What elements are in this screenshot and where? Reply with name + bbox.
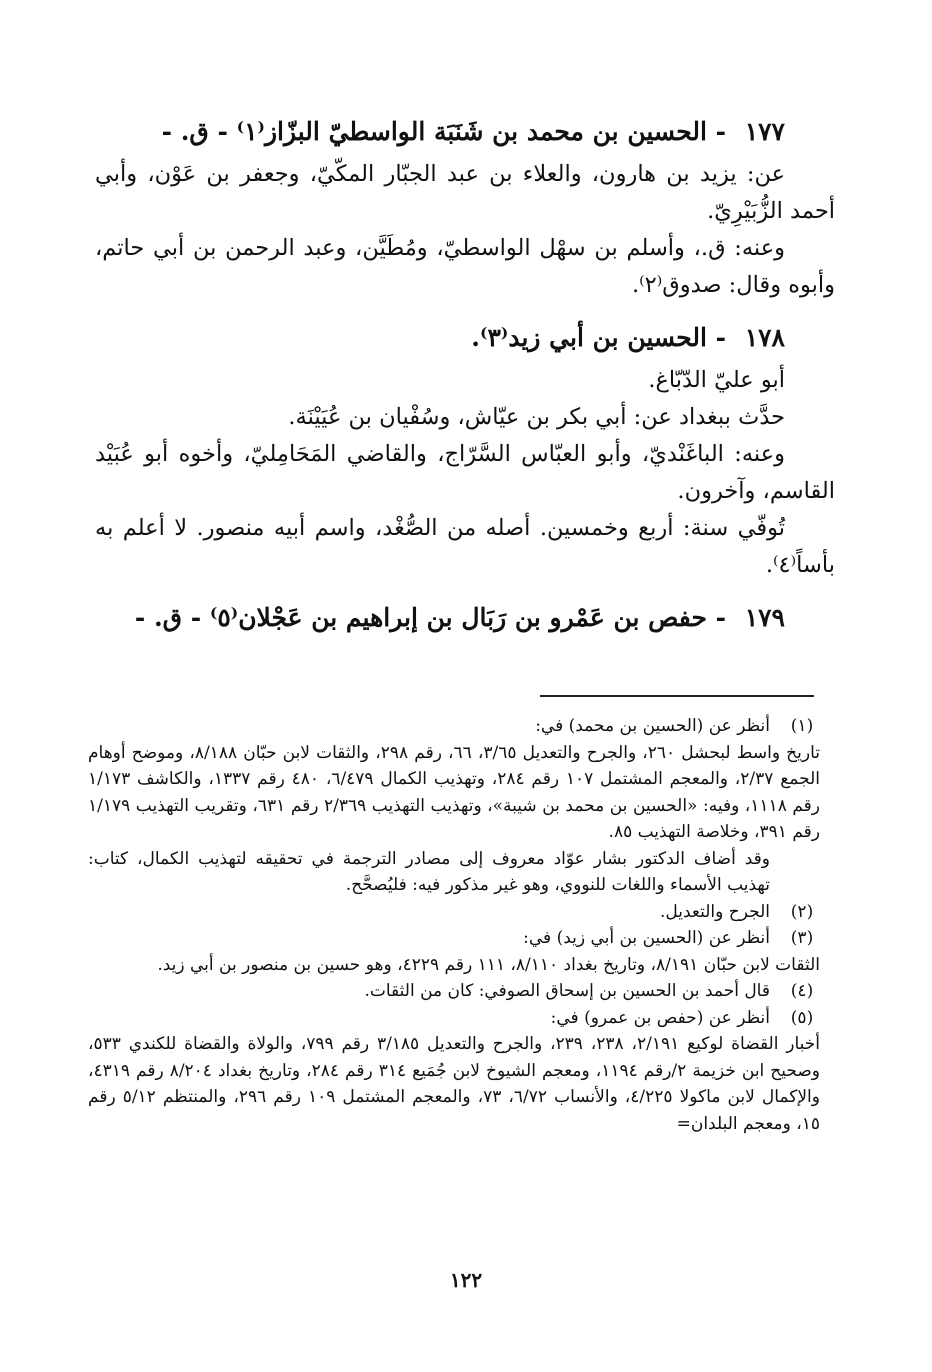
footnote-number: (٤): [790, 981, 814, 1001]
footnote-text: أخبار القضاة لوكيع ٢/١٩١، ٢٣٨، ٢٣٩، والجرح والتعديل ٣/١٨٥ رقم ٧٩٩، والولاة والقضاة للكندي ٥٣٣، وصحيح ابن خزيمة ٢/رقم ١١٩٤، ومعجم الشيوخ لابن جُمَيع ٣١٤ رقم ٢٨٤، وتاريخ بغداد ٨/٢٠٤ رقم ٤٣١٩، والإكمال لابن ماكولا ٤/٢٢٥، والأنساب ٦/٧٢، ٧٣، والمعجم المشتمل ١٠٩ رقم ٢٩٦، والمنتظم ٥/١٢ رقم ١٥، ومعجم البلدان=: [88, 1034, 821, 1134]
entry-heading: [95, 598, 835, 638]
footnote-lead: الجرح والتعديل.: [659, 901, 770, 922]
entry-paragraph: عن: يزيد بن هارون، والعلاء بن عبد الجبّار المكّيّ، وجعفر بن عَوْن، وأبي أحمد الزُّبَيْرِيّ.: [95, 161, 835, 224]
footnote-text: وقد أضاف الدكتور بشار عوّاد معروف إلى مصادر الترجمة في تحقيقه لتهذيب الكمال، كتاب: تهذيب الأسماء واللغات للنووي، وهو غير مذكور فيه: فليُصحَّح.: [88, 848, 770, 895]
footnote-2: [88, 899, 820, 926]
footnote-separator: [540, 695, 814, 697]
entry-179: [95, 598, 835, 638]
entry-title: - الحسين بن محمد بن شَنَبَة الواسطيّ البزّاز⁽١⁾ - ق. -: [161, 117, 726, 146]
footnote-1: [88, 713, 820, 899]
entry-paragraph: وعنه: ق.، وأسلم بن سهْل الواسطيّ، ومُطَيَّن، وعبد الرحمن بن أبي حاتم، وأبوه وقال: صدوق⁽٢⁾.: [95, 235, 835, 298]
entry-heading: [95, 318, 835, 358]
page-number: ١٢٢: [449, 1268, 483, 1292]
footnote-text: الثقات لابن حبّان ٨/١٩١، وتاريخ بغداد ٨/١١٠، ١١١ رقم ٤٢٢٩، وهو حسين بن منصور بن أبي زيد.: [157, 954, 820, 975]
entry-paragraph: وعنه: الباغَنْديّ، وأبو العبّاس السَّرّاج، والقاضي المَحَامِليّ، وأخوه أبو عُبَيْد القاسم، وآخرون.: [95, 441, 835, 504]
entry-number: ١٧٧: [744, 117, 785, 146]
main-text: [95, 112, 835, 642]
entry-178: [95, 318, 835, 584]
footnote-lead: أنظر عن (الحسين بن أبي زيد) في:: [523, 928, 770, 948]
entry-number: ١٧٩: [744, 603, 785, 632]
footnote-4: [88, 978, 820, 1005]
footnote-number: (٥): [790, 1007, 814, 1028]
entry-paragraph: تُوفّي سنة: أربع وخمسين. أصله من الصُّغْد، واسم أبيه منصور. لا أعلم به بأساً⁽٤⁾.: [95, 515, 835, 578]
footnote-text: تاريخ واسط لبحشل ٢٦٠، والجرح والتعديل ٣/٦٥، ٦٦، رقم ٢٩٨، والثقات لابن حبّان ٨/١٨٨، وموضح أوهام الجمع ٢/٣٧، والمعجم المشتمل ١٠٧ رقم ٢٨٤، وتهذيب الكمال ٦/٤٧٩، ٤٨٠ رقم ١٣٣٧، والكاشف ١/١٧٣ رقم ١١١٨، وفيه: «الحسين بن محمد بن شيبة»، وتهذيب التهذيب ٢/٣٦٩ رقم ٦٣١، وتقريب التهذيب ١/١٧٩ رقم ٣٩١، وخلاصة التهذيب ٨٥.: [88, 742, 820, 842]
footnote-lead: قال أحمد بن الحسين بن إسحاق الصوفي: كان من الثقات.: [364, 981, 770, 1001]
entry-number: ١٧٨: [744, 323, 785, 352]
footnote-number: (٣): [790, 928, 814, 948]
footnote-lead: أنظر عن (الحسين بن محمد) في:: [535, 716, 770, 736]
entry-heading: [95, 112, 835, 152]
entry-paragraph: حدَّث ببغداد عن: أبي بكر بن عيّاش، وسُفْيان بن عُيَيْنَة.: [288, 404, 785, 430]
entry-title: - الحسين بن أبي زيد⁽٣⁾.: [471, 323, 726, 352]
footnote-3: [88, 925, 820, 978]
footnote-5: [88, 1005, 820, 1138]
entry-177: [95, 112, 835, 304]
footnote-number: (١): [790, 716, 814, 736]
footnote-lead: أنظر عن (حفص بن عمرو) في:: [550, 1007, 770, 1028]
footnotes: [88, 713, 820, 1137]
footnote-number: (٢): [790, 901, 814, 922]
entry-title: - حفص بن عَمْرو بن رَبَال بن إبراهيم بن عَجْلان⁽٥⁾ - ق. -: [134, 603, 726, 632]
entry-paragraph: أبو عليّ الدّبّاغ.: [648, 367, 785, 393]
